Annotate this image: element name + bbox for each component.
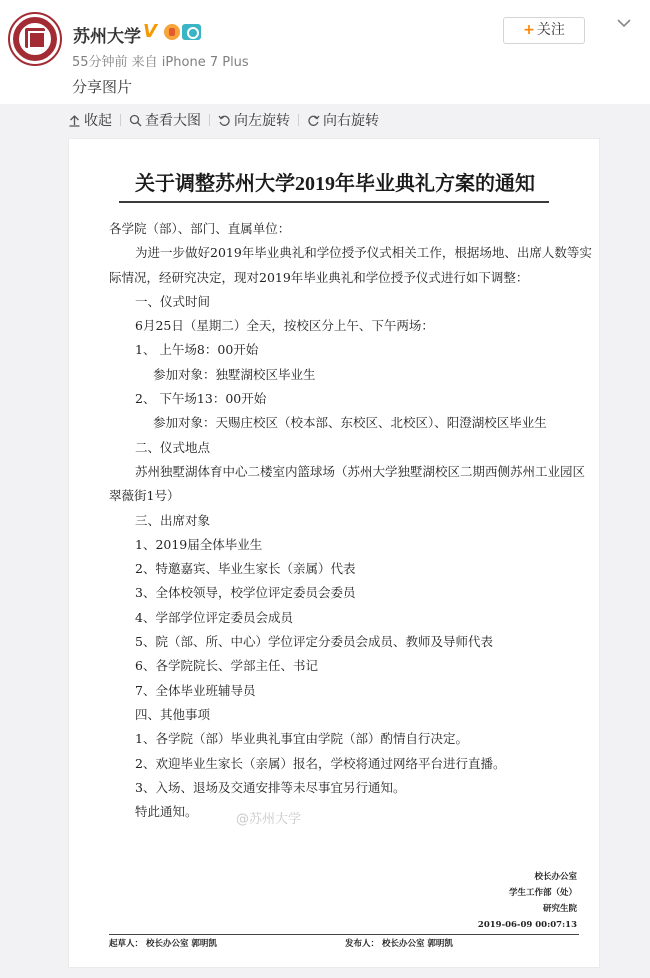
avatar[interactable] bbox=[8, 12, 62, 66]
collapse-icon bbox=[68, 114, 81, 127]
document-body bbox=[109, 217, 592, 824]
signature-line: 学生工作部（处） bbox=[508, 888, 577, 898]
document-line: 三、出席对象 bbox=[135, 512, 211, 528]
signature-line: 校长办公室 bbox=[534, 872, 577, 882]
title-rule bbox=[119, 201, 549, 203]
document-line: 7、全体毕业班辅导员 bbox=[135, 682, 256, 698]
document-line: 1、 上午场8：00开始 bbox=[135, 342, 259, 358]
document-line: 1、各学院（部）毕业典礼事宜由学院（部）酌情自行决定。 bbox=[135, 731, 468, 747]
document-line: 为进一步做好2019年毕业典礼和学位授予仪式相关工作，根据场地、出席人数等实 bbox=[135, 245, 592, 261]
camera-badge-icon[interactable] bbox=[182, 24, 201, 40]
document-line: 翠薇街1号） bbox=[109, 488, 180, 504]
plus-icon: + bbox=[523, 22, 535, 38]
image-toolbar bbox=[68, 108, 379, 132]
document-line: 参加对象：独墅湖校区毕业生 bbox=[153, 366, 316, 382]
search-icon bbox=[129, 114, 142, 127]
watermark: @苏州大学 bbox=[236, 812, 302, 827]
post-meta: 55分钟前 来自 iPhone 7 Plus bbox=[72, 55, 249, 70]
collapse-label: 收起 bbox=[84, 113, 112, 129]
document-line: 二、仪式地点 bbox=[135, 439, 211, 455]
document-line: 四、其他事项 bbox=[135, 706, 211, 722]
post-header bbox=[0, 0, 650, 104]
verified-icon: V bbox=[143, 21, 157, 42]
follow-label: 关注 bbox=[536, 22, 565, 38]
signature-block bbox=[478, 869, 577, 933]
document-line: 3、入场、退场及交通安排等未尽事宜另行通知。 bbox=[135, 779, 406, 795]
document-line: 6、各学院院长、学部主任、书记 bbox=[135, 658, 318, 674]
document-line: 3、全体校领导，校学位评定委员会委员 bbox=[135, 585, 356, 601]
document-line: 参加对象：天赐庄校区（校本部、东校区、北校区）、阳澄湖校区毕业生 bbox=[153, 415, 547, 431]
footer-rule bbox=[109, 934, 579, 935]
document-line: 特此通知。 bbox=[135, 804, 198, 820]
document-title: 关于调整苏州大学2019年毕业典礼方案的通知 bbox=[135, 173, 535, 195]
document-line: 苏州独墅湖体育中心二楼室内篮球场（苏州大学独墅湖校区二期西侧苏州工业园区 bbox=[135, 463, 586, 479]
chevron-down-icon[interactable] bbox=[617, 15, 631, 29]
author-name[interactable]: 苏州大学 bbox=[73, 27, 141, 47]
document-line: 2、特邀嘉宾、毕业生家长（亲属）代表 bbox=[135, 561, 356, 577]
rotate-right-label: 向右旋转 bbox=[323, 113, 379, 129]
follow-button[interactable] bbox=[503, 17, 585, 44]
rotate-left-icon bbox=[218, 114, 231, 127]
post-caption: 分享图片 bbox=[72, 78, 133, 96]
collapse-button[interactable] bbox=[68, 110, 112, 130]
rotate-right-icon bbox=[307, 114, 320, 127]
toolbar-divider bbox=[209, 114, 210, 126]
document-image[interactable] bbox=[68, 138, 600, 968]
rotate-right-button[interactable] bbox=[307, 110, 379, 130]
publisher: 发布人： 校长办公室 郭明凯 bbox=[345, 939, 453, 949]
document-line: 6月25日（星期二）全天，按校区分上午、下午两场： bbox=[135, 318, 434, 334]
seal-center-icon bbox=[25, 28, 45, 48]
document-line: 5、院（部、所、中心）学位评定分委员会成员、教师及导师代表 bbox=[135, 634, 493, 650]
signature-line: 研究生院 bbox=[542, 904, 577, 914]
document-line: 2、 下午场13：00开始 bbox=[135, 391, 267, 407]
document-line: 一、仪式时间 bbox=[135, 293, 211, 309]
view-large-button[interactable] bbox=[129, 110, 201, 130]
document-line: 各学院（部）、部门、直属单位： bbox=[109, 221, 291, 236]
document-line: 4、学部学位评定委员会成员 bbox=[135, 609, 293, 625]
view-large-label: 查看大图 bbox=[145, 113, 201, 129]
rotate-left-button[interactable] bbox=[218, 110, 290, 130]
drafter: 起草人： 校长办公室 郭明凯 bbox=[109, 939, 217, 949]
member-badge-icon[interactable] bbox=[164, 24, 180, 40]
toolbar-divider bbox=[120, 114, 121, 126]
toolbar-divider bbox=[298, 114, 299, 126]
document-line: 1、2019届全体毕业生 bbox=[135, 536, 263, 552]
rotate-left-label: 向左旋转 bbox=[234, 113, 290, 129]
document-line: 2、欢迎毕业生家长（亲属）报名，学校将通过网络平台进行直播。 bbox=[135, 755, 506, 771]
document-line: 际情况，经研究决定，现对2019年毕业典礼和学位授予仪式进行如下调整： bbox=[109, 269, 529, 285]
signature-line: 2019-06-09 00:07:13 bbox=[477, 920, 577, 930]
